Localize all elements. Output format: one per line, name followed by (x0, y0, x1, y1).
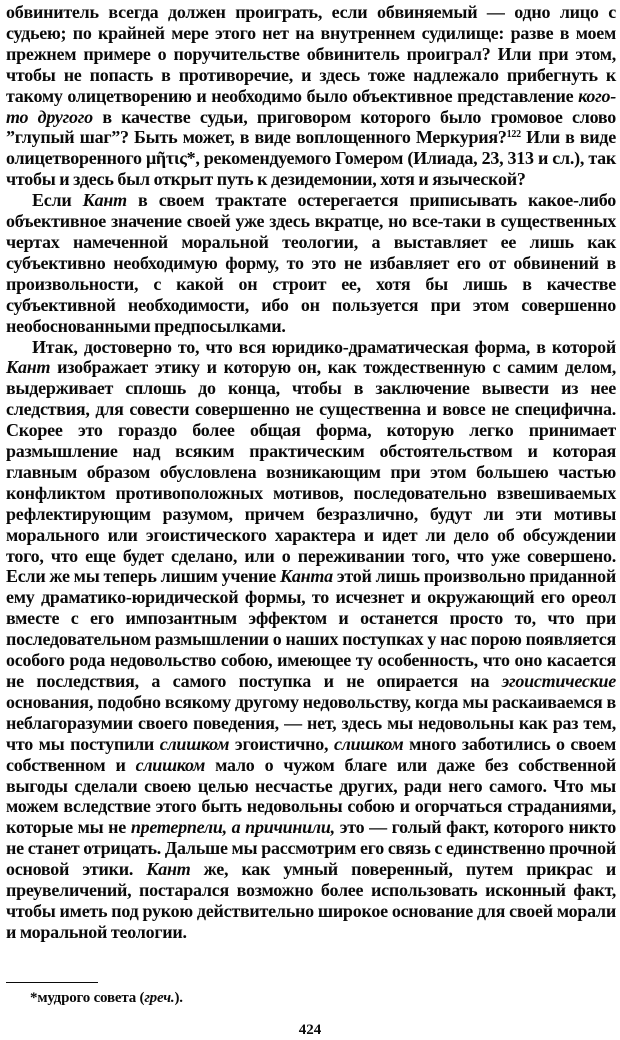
text-run: Если (32, 190, 83, 211)
text-run: это — голый факт, которого никто не станет отрицать. Дальше мы рассмотрим его связь с единственно прочной основой этики. (6, 817, 616, 880)
footnote-marker: * (30, 990, 38, 1006)
text-run: Или в виде олицетворенного μῆτις*, рекомендуемого Гомером (Илиада, 23, 313 и сл.), так чтобы и здесь был открыт путь к дезидемонии, хотя и языческой? (6, 127, 616, 190)
footnote-tail: ). (174, 990, 183, 1006)
footnote (30, 989, 590, 1007)
paragraph (6, 337, 616, 943)
emphasis-text: эгоистические (501, 671, 616, 691)
text-run: изображает этику и которую он, как тождественную с самим делом, выдерживает сплошь до конца, чтобы в заключение вывести из нее следствия, для совести совершенно не существенна и вовсе не специфична. Скорее это гораздо более общая форма, которую легко принимает размышление над всяким практическим обстоятельством и которая главным образом обусловлена возникающим при этом большею частью конфликтом противоположных мотивов, последовательно взвешиваемых рефлектирующим разумом, причем безразлично, будут ли эти мотивы морального или эгоистического характера и идет ли дело об обсуждении того, что еще будет сделано, или о переживании того, что уже совершено. Если же мы теперь лишим учение (6, 357, 616, 587)
text-run: в своем трактате остерегается приписывать какое-либо объективное значение своей уже здесь вкратце, но все-таки в существенных чертах намеченной моральной теологии, а выставляет ее лишь как субъективно необходимую форму, то это не избавляет его от обвинений в произвольности, с какой он строит ее, хотя бы лишь в качестве субъективной необходимости, ибо он пользуется при этом совершенно необоснованными предпосылками. (6, 190, 616, 336)
emphasis-text: слишком (135, 754, 206, 775)
footnote-abbreviation: греч. (144, 990, 175, 1006)
emphasis-text: Кант (146, 859, 191, 880)
text-run: эгоистично, (229, 733, 334, 754)
footnote-text: мудрого совета ( (37, 990, 145, 1006)
text-run: обвинитель всегда должен проиграть, если обвиняемый — одно лицо с судьею; по крайней мере этого нет на внутреннем судилище: разве в моем прежнем примере о поручительстве обвинитель проиграл? Или при этом, чтобы не попасть в противоречие, и здесь тоже надлежало прибегнуть к такому олицетворению и необходимо было объективное представление (6, 2, 616, 106)
emphasis-text: слишком (333, 733, 404, 754)
footnote-divider (6, 982, 98, 983)
text-run: же, как умный поверенный, путем прикрас и преувеличений, постарался возможно более использовать исконный факт, чтобы иметь под рукою действительно широкое основание для своей морали и моральной теологии. (6, 859, 616, 942)
text-run: этой лишь произвольно приданной ему драматико-юридической формы, то исчезнет и окружающий его ореол вместе с его импозантным эффектом и останется просто то, что при последовательном размышлении о наших поступках у нас порою появляется особого рода недовольство собою, имеющее ту особенность, что оно касается не последствия, а самого поступка и не опирается на (6, 566, 616, 691)
emphasis-text: Канта (279, 566, 333, 587)
text-run: Итак, достоверно то, что вся юридико-драматическая форма, в которой (32, 336, 616, 357)
emphasis-text: слишком (159, 733, 230, 754)
text-run: основания, подобно всякому другому недовольству, когда мы раскаиваемся в неблагоразумии своего поведения, — нет, здесь мы недовольны как раз тем, что мы поступили (6, 691, 616, 754)
footnote-reference: 122 (506, 129, 521, 141)
emphasis-text: кого-то другого (6, 85, 616, 127)
text-run: в качестве судьи, приговором которого было громовое слово ”глупый шаг”? Быть может, в виде воплощенного Меркурия? (6, 106, 616, 148)
paragraph (6, 190, 616, 336)
emphasis-text: Кант (6, 357, 51, 378)
emphasis-text: Кант (82, 190, 127, 211)
emphasis-text: претерпели, а причинили, (130, 817, 335, 838)
text-run: мало о чужом благе или даже без собственной выгоды сделали своею целью несчастье других, ради него самого. Что мы можем вследствие этого быть недовольны собою и огорчаться страданиями, которые мы не (6, 754, 616, 838)
main-text (6, 2, 616, 943)
text-run: много заботились о своем собственном и (6, 733, 616, 775)
paragraph (6, 2, 616, 190)
page-number: 424 (298, 1022, 322, 1038)
